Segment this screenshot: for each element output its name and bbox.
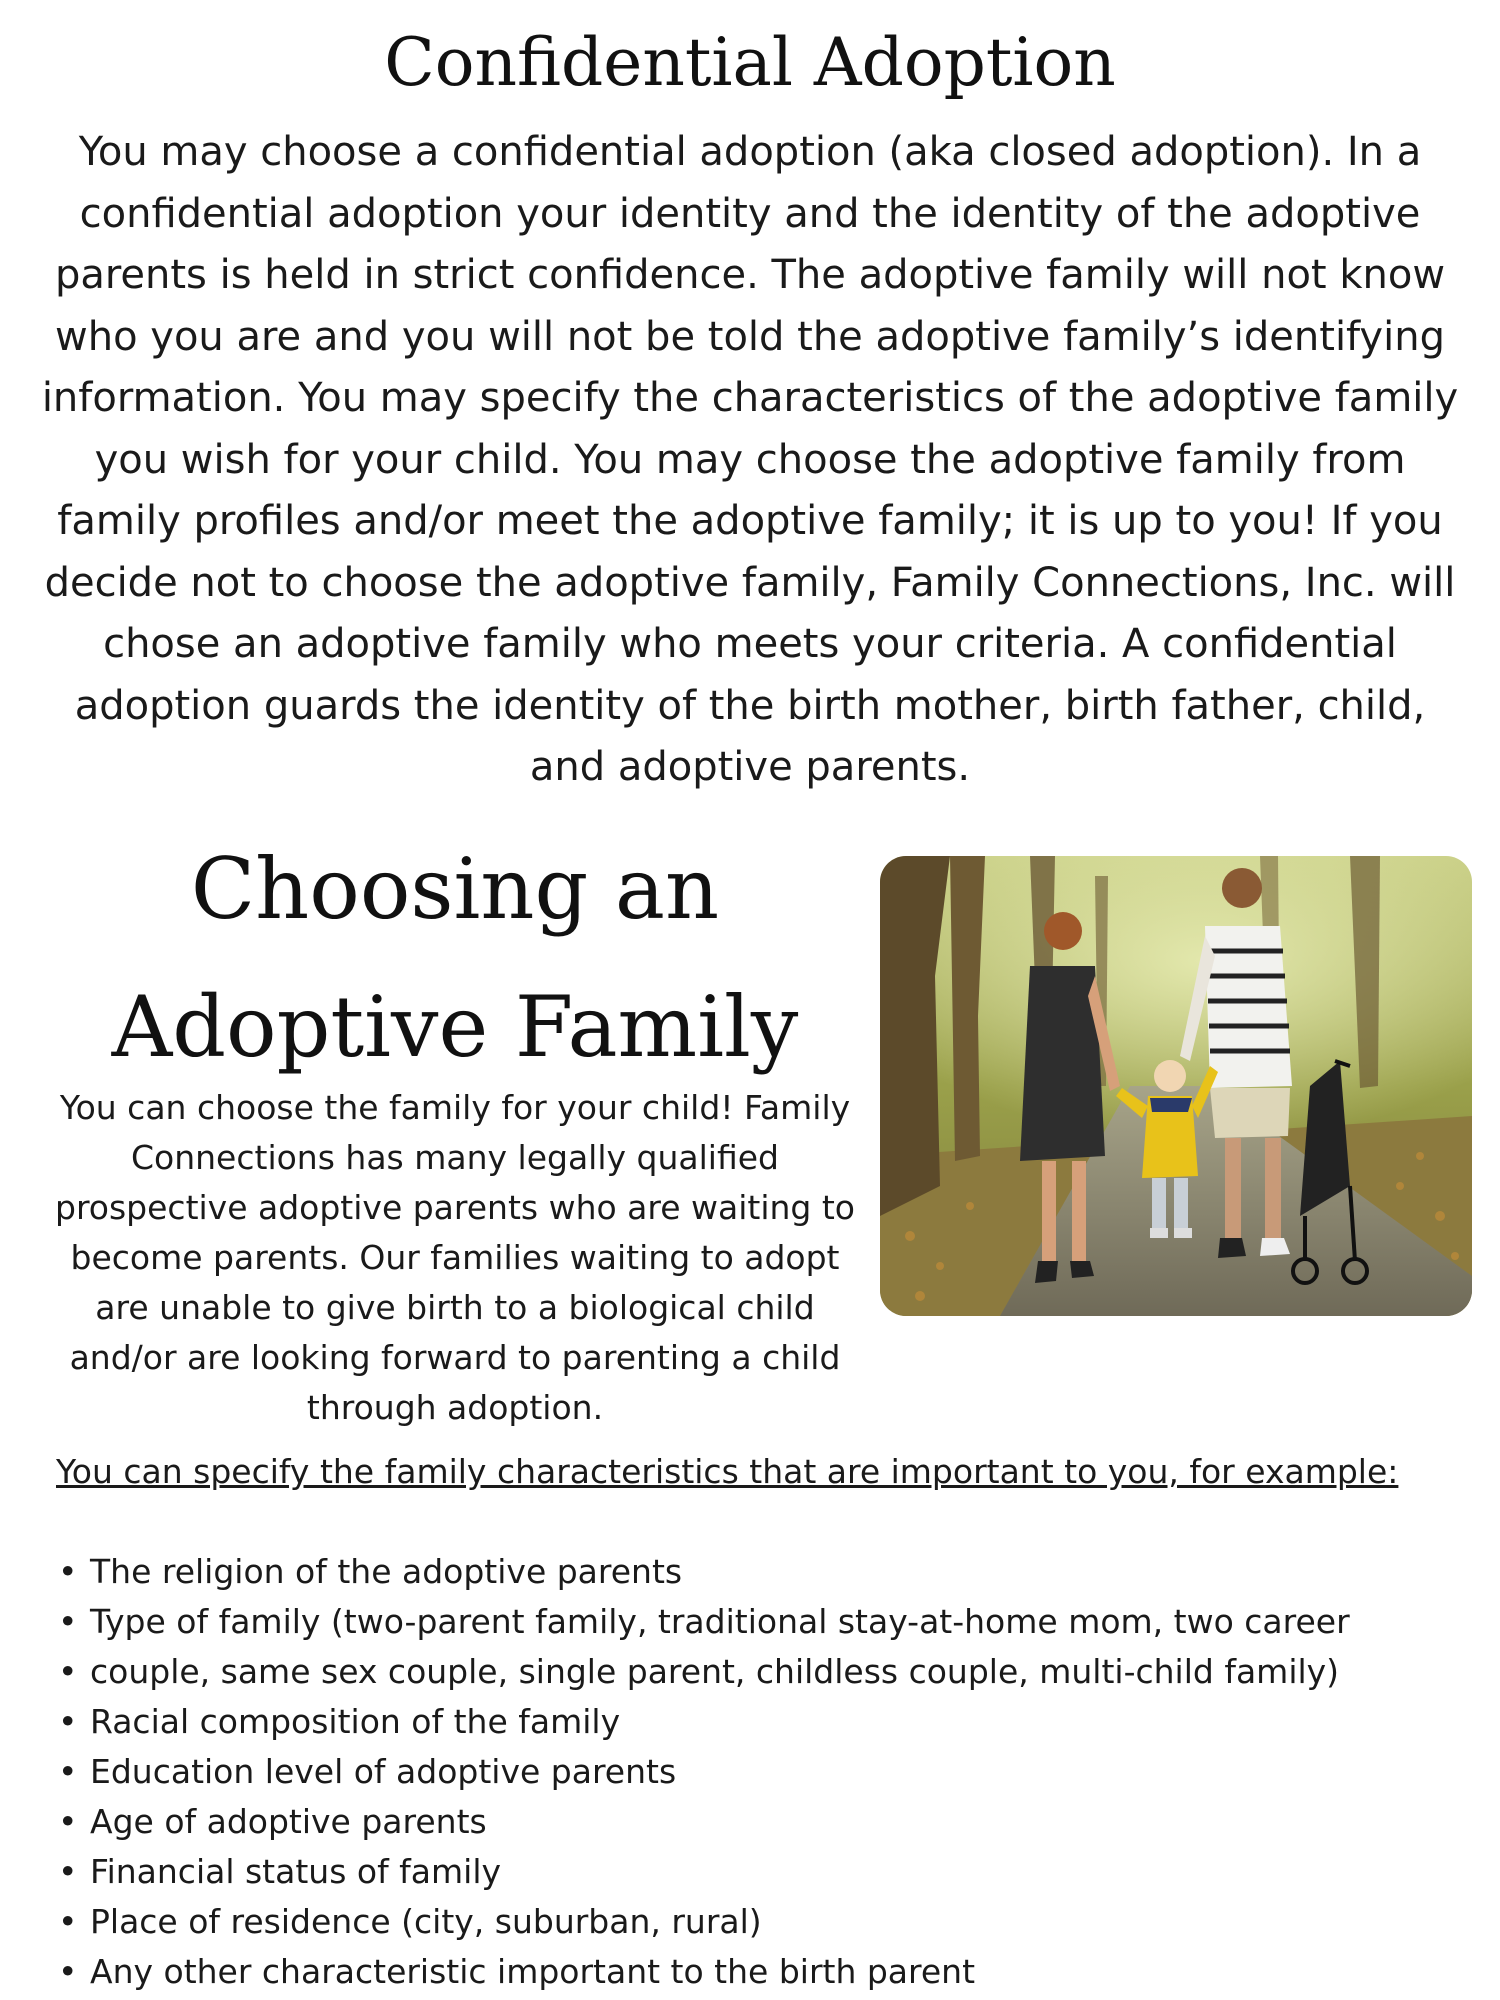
family-photo-illustration [880, 856, 1472, 1316]
list-item: • Financial status of family [56, 1847, 1476, 1897]
bullet-icon: • [58, 1852, 78, 1891]
page-title: Confidential Adoption [384, 24, 1116, 101]
family-walking-photo [880, 856, 1472, 1316]
list-item: • Any other characteristic important to the birth parent [56, 1947, 1476, 1997]
list-item: • The religion of the adoptive parents [56, 1547, 1476, 1597]
bullet-icon: • [58, 1952, 78, 1991]
section-paragraph: You can choose the family for your child! Family Connections has many legally qualified prospective adoptive parents who are waiting to become parents. Our families waiting to adopt are unable to give birth to a biological child and/or are looking forward to parenting a child through adoption. [55, 1088, 855, 1427]
section-title-line-2: Adoptive Family [111, 978, 799, 1076]
list-item: • Place of residence (city, suburban, rural) [56, 1897, 1476, 1947]
list-heading: You can specify the family characteristics that are important to you, for example: [56, 1452, 1399, 1491]
intro-paragraph: You may choose a confidential adoption (aka closed adoption). In a confidential adoption your identity and the identity of the adoptive parents is held in strict confidence. The adoptive family will not know who you are and you will not be told the adoptive family’s identifying information. You may specify the characteristics of the adoptive family you wish for your child. You may choose the adoptive family from family profiles and/or meet the adoptive family; it is up to you! If you decide not to choose the adoptive family, Family Connections, Inc. will chose an adoptive family who meets your criteria. A confidential adoption guards the identity of the birth mother, birth father, child, and adoptive parents. [41, 129, 1459, 790]
list-item: • Education level of adoptive parents [56, 1747, 1476, 1797]
section-title [40, 820, 870, 1096]
list-item: • Type of family (two-parent family, traditional stay-at-home mom, two career [56, 1597, 1476, 1647]
list-item: • Age of adoptive parents [56, 1797, 1476, 1847]
characteristics-list [56, 1547, 1476, 1997]
section-title-line-1: Choosing an [190, 840, 720, 938]
bullet-icon: • [58, 1602, 78, 1641]
bullet-icon: • [58, 1902, 78, 1941]
bullet-icon: • [58, 1802, 78, 1841]
bullet-icon: • [58, 1752, 78, 1791]
bullet-icon: • [58, 1552, 78, 1591]
list-item: • Racial composition of the family [56, 1697, 1476, 1747]
bullet-icon: • [58, 1702, 78, 1741]
bullet-icon: • [58, 1652, 78, 1691]
list-item: • couple, same sex couple, single parent, childless couple, multi-child family) [56, 1647, 1476, 1697]
